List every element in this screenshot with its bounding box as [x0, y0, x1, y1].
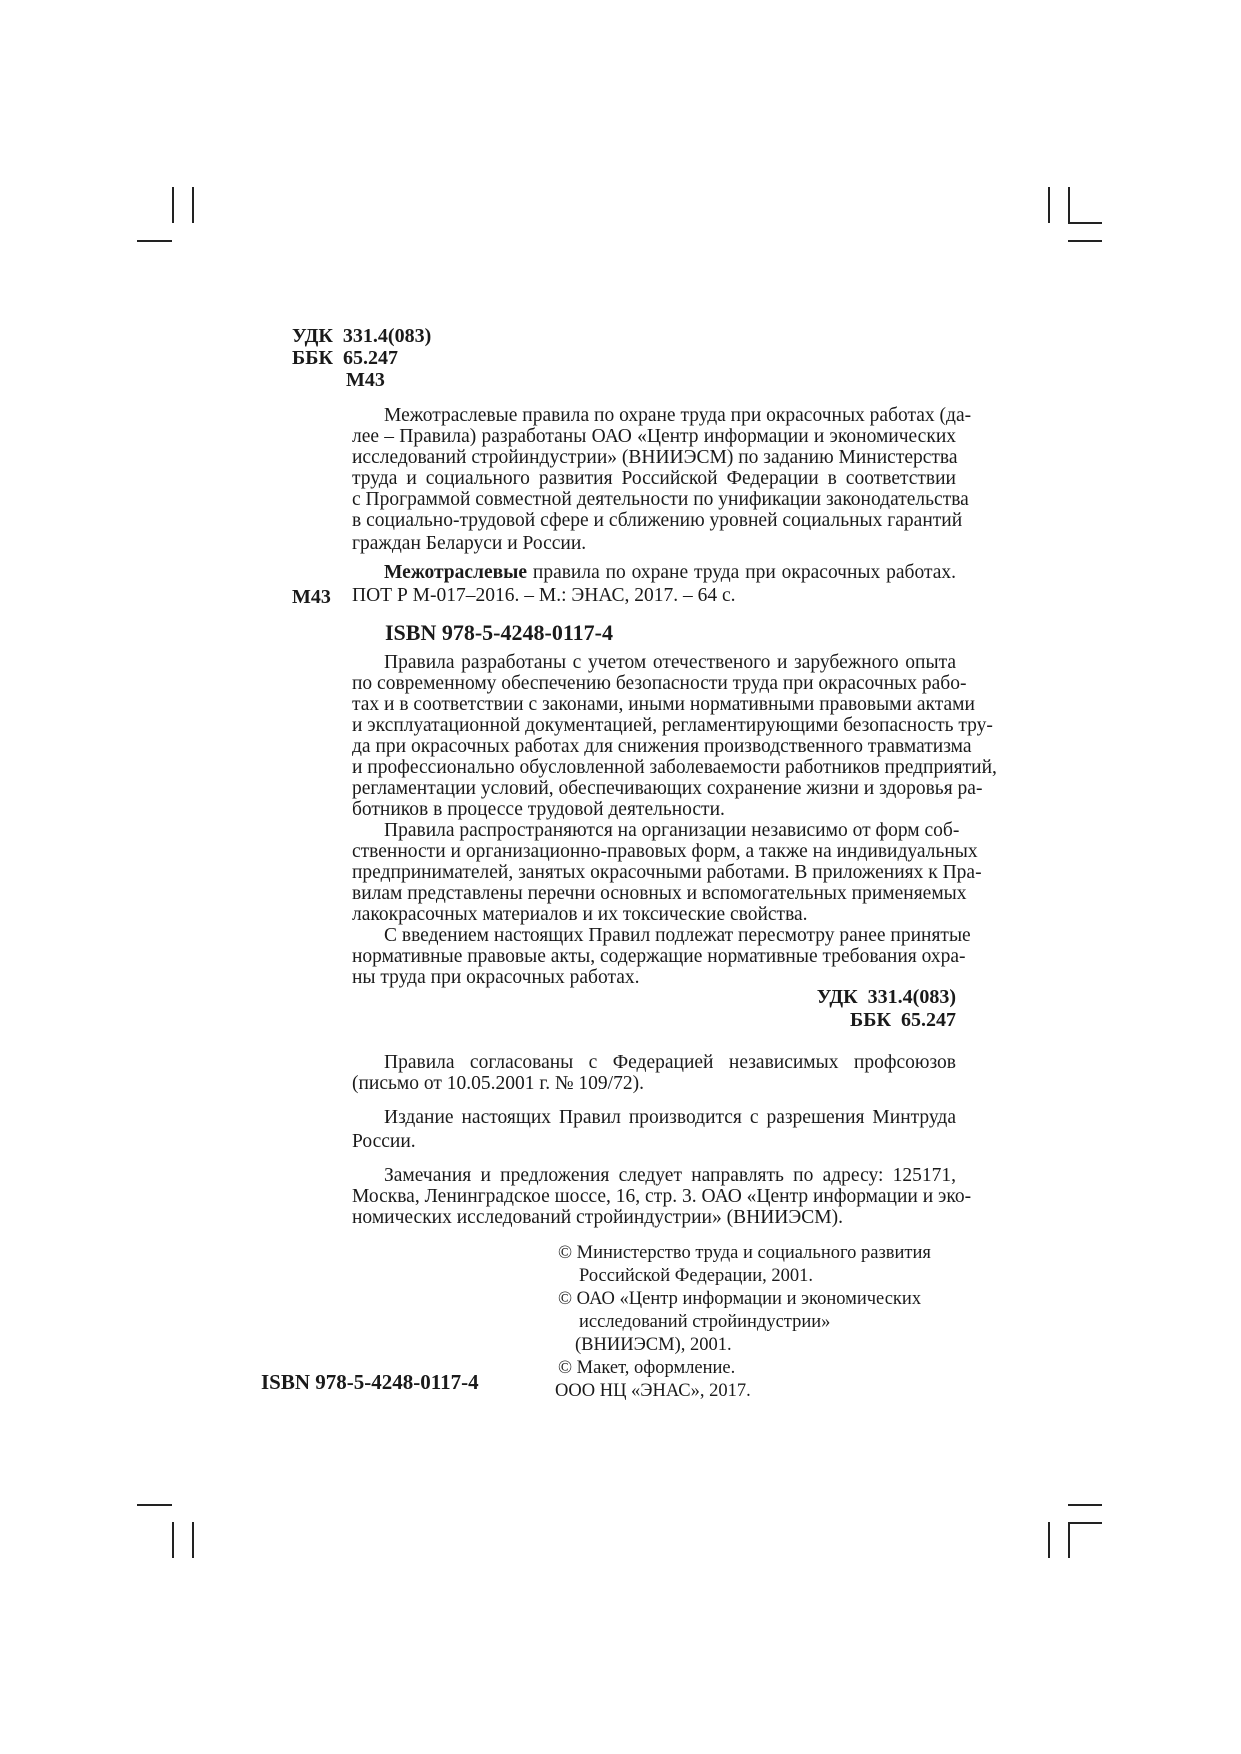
bib-title-bold: Межотраслевые — [384, 562, 528, 583]
remarks-line: Замечания и предложения следует направлять по адресу: 125171, — [384, 1165, 956, 1186]
remarks-line: Москва, Ленинградское шоссе, 16, стр. 3. ОАО «Центр информации и эко- — [352, 1186, 972, 1207]
intro-line: исследований стройиндустрии» (ВНИИЭСМ) по заданию Министерства — [352, 447, 958, 468]
udk-code-right: УДК 331.4(083) — [816, 986, 956, 1008]
abstract-line: С введением настоящих Правил подлежат пересмотру ранее принятые — [384, 925, 971, 946]
notes — [352, 1052, 972, 1228]
crop-mark — [1048, 187, 1050, 223]
intro-line: труда и социального развития Российской Федерации в соответствии — [352, 468, 956, 489]
isbn-main: ISBN 978-5-4248-0117-4 — [385, 620, 613, 645]
abstract-line: ботников в процессе трудовой деятельности. — [352, 799, 725, 820]
abstract-line: Правила распространяются на организации независимо от форм соб- — [384, 820, 960, 841]
abstract-line: лакокрасочных материалов и их токсические свойства. — [352, 904, 808, 925]
crop-mark — [137, 240, 172, 242]
agreed-line: Правила согласованы с Федерацией независимых профсоюзов — [384, 1052, 956, 1073]
udk-code: УДК 331.4(083) — [292, 325, 432, 347]
crop-mark — [172, 1522, 174, 1558]
abstract-line: и профессионально обусловленной заболеваемости работников предприятий, — [352, 757, 997, 778]
copyright-line: Российской Федерации, 2001. — [579, 1266, 814, 1286]
abstract-line: нормативные правовые акты, содержащие нормативные требования охра- — [352, 946, 966, 967]
bib-mark: М43 — [292, 586, 331, 608]
bib-title-line — [352, 562, 956, 583]
catalog-codes-right — [700, 986, 956, 1032]
abstract-line: и эксплуатационной документацией, регламентирующими безопасность тру- — [352, 715, 993, 736]
abstract-line: предпринимателей, занятых окрасочными работами. В приложениях к Пра- — [352, 862, 982, 883]
crop-mark — [1068, 1522, 1102, 1524]
intro-line: с Программой совместной деятельности по унификации законодательства — [352, 489, 969, 510]
crop-mark — [1068, 222, 1102, 224]
copyright-line: © ОАО «Центр информации и экономических — [558, 1289, 922, 1309]
isbn-bottom: ISBN 978-5-4248-0117-4 — [261, 1370, 479, 1394]
copyright-line: © Макет, оформление. — [558, 1358, 736, 1378]
abstract-line: регламентации условий, обеспечивающих сохранение жизни и здоровья ра- — [352, 778, 983, 799]
permission-line: России. — [352, 1131, 416, 1152]
copyright-line: исследований стройиндустрии» — [579, 1312, 831, 1332]
crop-mark — [1068, 1522, 1070, 1558]
catalog-codes — [292, 325, 431, 391]
intro-line: граждан Беларуси и России. — [352, 533, 587, 554]
abstract-line: ны труда при окрасочных работах. — [352, 967, 640, 988]
abstract-line: да при окрасочных работах для снижения производственного травматизма — [352, 736, 972, 757]
crop-mark — [192, 1522, 194, 1558]
abstract-line: по современному обеспечению безопасности труда при окрасочных рабо- — [352, 673, 967, 694]
remarks-line: номических исследований стройиндустрии» (ВНИИЭСМ). — [352, 1207, 843, 1228]
abstract — [352, 652, 997, 988]
crop-mark — [192, 187, 194, 223]
bibliographic-entry — [352, 562, 956, 606]
crop-mark — [1048, 1522, 1050, 1558]
permission-line: Издание настоящих Правил производится с разрешения Минтруда — [384, 1107, 956, 1128]
bib-title-rest: правила по охране труда при окрасочных работах. — [527, 562, 956, 583]
copyright-line: © Министерство труда и социального развития — [558, 1243, 931, 1263]
crop-mark — [1068, 1504, 1102, 1506]
crop-mark — [1068, 187, 1070, 223]
abstract-line: вилам представлены перечни основных и вспомогательных применяемых — [352, 883, 967, 904]
author-mark: М43 — [346, 369, 385, 391]
copyrights — [555, 1242, 931, 1403]
copyright-line: (ВНИИЭСМ), 2001. — [575, 1335, 732, 1355]
abstract-line: ственности и организационно-правовых форм, а также на индивидуальных — [352, 841, 978, 862]
crop-mark — [172, 187, 174, 223]
crop-mark — [137, 1504, 172, 1506]
intro-paragraph — [352, 405, 972, 554]
intro-line: лее – Правила) разработаны ОАО «Центр информации и экономических — [352, 426, 956, 447]
abstract-line: тах и в соответствии с законами, иными нормативными правовыми актами — [352, 694, 975, 715]
copyright-line: ООО НЦ «ЭНАС», 2017. — [555, 1381, 751, 1401]
intro-line: в социально-трудовой сфере и сближению уровней социальных гарантий — [352, 510, 963, 531]
abstract-line: Правила разработаны с учетом отечественого и зарубежного опыта — [384, 652, 956, 673]
bbk-code: ББК 65.247 — [292, 347, 398, 369]
agreed-line: (письмо от 10.05.2001 г. № 109/72). — [352, 1073, 644, 1094]
bib-line-2: ПОТ Р М-017–2016. – М.: ЭНАС, 2017. – 64 с. — [352, 585, 736, 606]
crop-mark — [1068, 240, 1102, 242]
bbk-code-right: ББК 65.247 — [850, 1009, 956, 1031]
intro-line: Межотраслевые правила по охране труда при окрасочных работах (да- — [384, 405, 972, 426]
